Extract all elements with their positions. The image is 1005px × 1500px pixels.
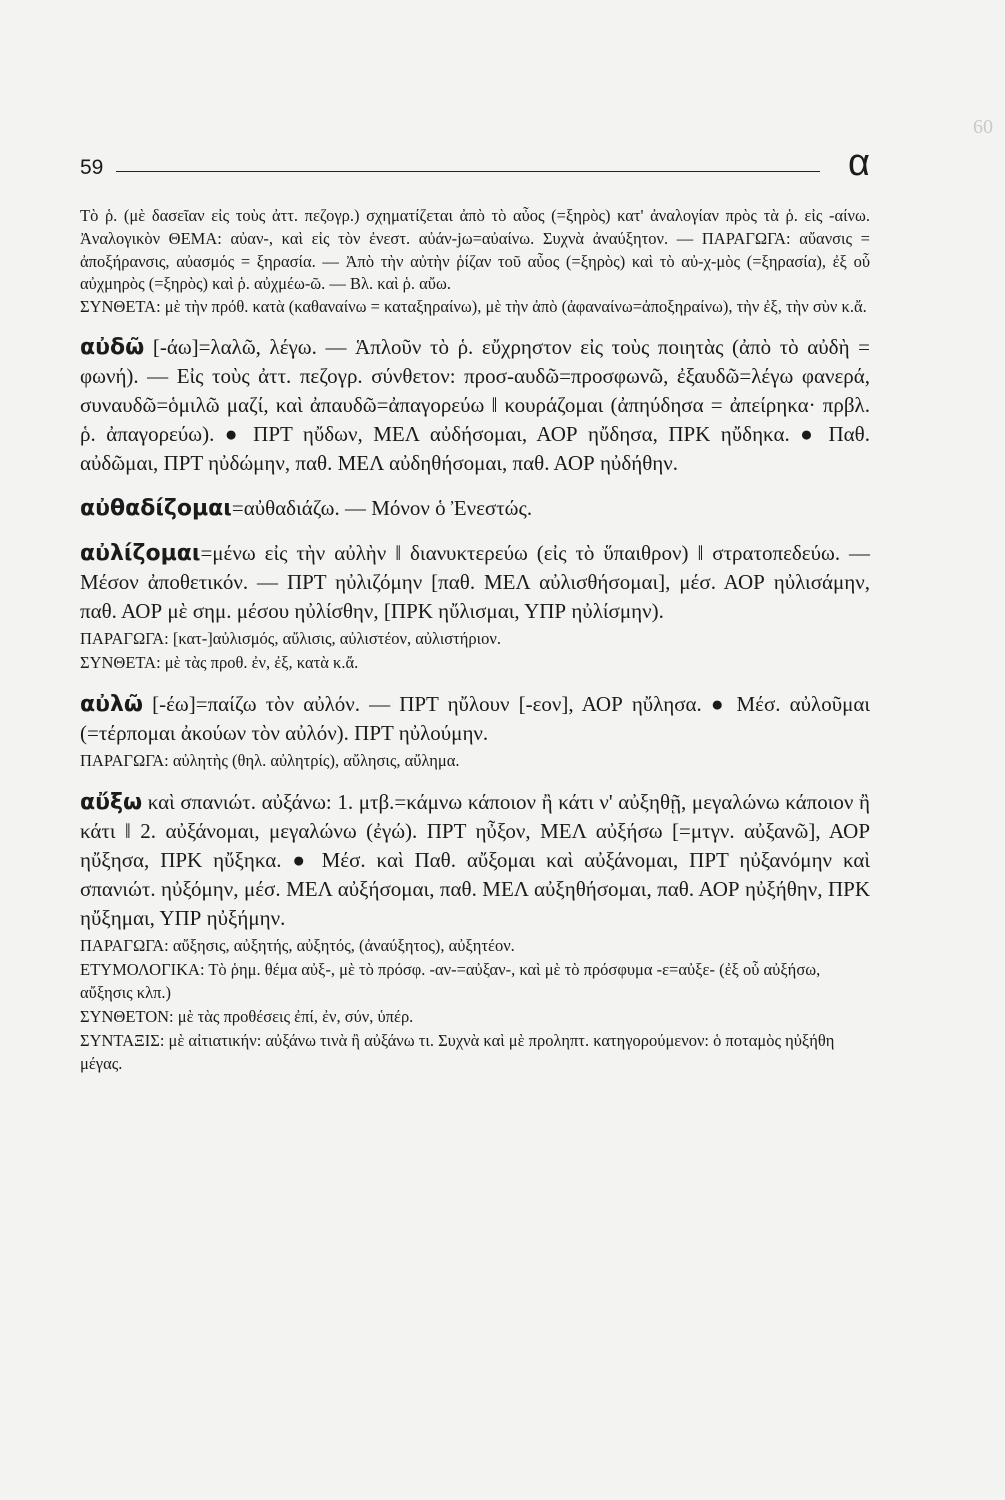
entry-text: καὶ σπανιώτ. αὐξάνω: 1. μτβ.=κάμνω κάποιον ἢ κάτι ν' αὐξηθῇ, μεγαλώνω κάποιον ἢ κάτι ‖ 2. αὐξάνομαι, μεγαλώνω (ἐγώ). ΠΡΤ ηὖξον, ΜΕΛ αὐξήσω [=μτγν. αὐξανῶ], ΑΟΡ ηὔξησα, ΠΡΚ ηὔξηκα. ● Μέσ. καὶ Παθ. αὔξομαι καὶ αὐξάνομαι, ΠΡΤ ηὐξανόμην καὶ σπανιώτ. ηὐξόμην, μέσ. ΜΕΛ αὐξήσομαι, παθ. ΜΕΛ αὐξηθήσομαι, παθ. ΑΟΡ ηὐξήθην, ΠΡΚ ηὔξημαι, ΥΠΡ ηὐξήμην. [80, 789, 871, 930]
header-rule [116, 171, 820, 172]
entry-lemma: αὐλίζομαι [80, 540, 201, 566]
entry-aulizomai [80, 539, 870, 674]
page-header [80, 142, 870, 190]
section-letter: α [848, 142, 870, 184]
page-content [80, 205, 870, 1075]
entry-text: =αὐθαδιάζω. — Μόνον ὁ Ἐνεστώς. [231, 495, 533, 520]
entry-note-paragoga: ΠΑΡΑΓΩΓΑ: [κατ-]αὐλισμός, αὔλισις, αὐλιστέον, αὐλιστήριον. [80, 628, 501, 648]
entry-note-syntheton: ΣΥΝΘΕΤΟΝ: μὲ τὰς προθέσεις ἐπί, ἐν, σύν, ὑπέρ. [80, 1006, 414, 1026]
intro-syntheta: ΣΥΝΘΕΤΑ: μὲ τὴν πρόθ. κατὰ (καθαναίνω = καταξηραίνω), μὲ τὴν ἀπὸ (ἀφαναίνω=ἀποξηραίνω), τὴν ἐξ, τὴν σὺν κ.ἄ. [80, 297, 867, 317]
entry-auxo [80, 788, 870, 1075]
entry-note-syntheta: ΣΥΝΘΕΤΑ: μὲ τὰς προθ. ἐν, ἐξ, κατὰ κ.ἄ. [80, 652, 359, 672]
entry-text: [-έω]=παίζω τὸν αὐλόν. — ΠΡΤ ηὔλουν [-εον], ΑΟΡ ηὔλησα. ● Μέσ. αὐλοῦμαι (=τέρπομαι ἀκούων τὸν αὐλόν). ΠΡΤ ηὐλούμην. [80, 691, 870, 745]
entry-text: =μένω εἰς τὴν αὐλὴν ‖ διανυκτερεύω (εἰς τὸ ὕπαιθρον) ‖ στρατοπεδεύω. — Μέσον ἀποθετικόν. — ΠΡΤ ηὐλιζόμην [παθ. ΜΕΛ αὐλισθήσομαι], μέσ. ΑΟΡ ηὐλισάμην, παθ. ΑΟΡ μὲ σημ. μέσου ηὐλίσθην, [ΠΡΚ ηὔλισμαι, ΥΠΡ ηὐλίσμην). [80, 540, 870, 623]
bleed-through-page-number: 60 [973, 116, 993, 138]
entry-note-syntaxis: ΣΥΝΤΑΞΙΣ: μὲ αἰτιατικήν: αὐξάνω τινὰ ἢ αὐξάνω τι. Συχνὰ καὶ μὲ προληπτ. κατηγορούμενον: ὁ ποταμὸς ηὐξήθη μέγας. [80, 1030, 835, 1073]
page-number: 59 [80, 156, 104, 179]
entry-note-etymologika: ΕΤΥΜΟΛΟΓΙΚΑ: Τὸ ῥημ. θέμα αὐξ-, μὲ τὸ πρόσφ. -αν-=αὐξαν-, καὶ μὲ τὸ πρόσφυμα -ε=αὐξε- (ἐξ οὗ αὐξήσω, αὔξησις κλπ.) [80, 959, 821, 1002]
entry-lemma: αὐλῶ [80, 691, 144, 717]
entry-lemma: αὐδῶ [80, 334, 145, 360]
entry-lemma: αὐθαδίζομαι [80, 495, 232, 521]
entry-text: [-άω]=λαλῶ, λέγω. — Ἁπλοῦν τὸ ῥ. εὔχρηστον εἰς τοὺς ποιητὰς (ἀπὸ τὸ αὐδὴ = φωνή). — Εἰς τοὺς ἀττ. πεζογρ. σύνθετον: προσ-αυδῶ=προσφωνῶ, ἐξαυδῶ=λέγω φανερά, συναυδῶ=ὁμιλῶ μαζί, καὶ ἀπαυδῶ=ἀπαγορεύω ‖ κουράζομαι (ἀπηύδησα = ἀπείρηκα· πρβλ. ῥ. ἀπαγορεύω). ● ΠΡΤ ηὔδων, ΜΕΛ αὐδήσομαι, ΑΟΡ ηὔδησα, ΠΡΚ ηὔδηκα. ● Παθ. αὐδῶμαι, ΠΡΤ ηὐδώμην, παθ. ΜΕΛ αὐδηθήσομαι, παθ. ΑΟΡ ηὐδήθην. [80, 334, 870, 475]
entry-lemma: αὔξω [80, 789, 143, 815]
entry-note-paragoga: ΠΑΡΑΓΩΓΑ: αὔξησις, αὐξητής, αὐξητός, (ἀναύξητος), αὐξητέον. [80, 935, 515, 955]
entry-aulo [80, 690, 870, 772]
entry-audo [80, 333, 870, 478]
intro-paragraph: Τὸ ῥ. (μὲ δασεῖαν εἰς τοὺς ἀττ. πεζογρ.) σχηματίζεται ἀπὸ τὸ αὖος (=ξηρὸς) κατ' ἀναλογίαν πρὸς τὰ ῥ. εἰς -αίνω. Ἀναλογικὸν ΘΕΜΑ: αὐαν-, καὶ εἰς τὸν ἐνεστ. αὐάν-jω=αὐαίνω. Συχνὰ ἀναύξητον. — ΠΑΡΑΓΩΓΑ: αὔανσις = ἀποξήρανσις, αὐασμός = ξηρασία. — Ἀπὸ τὴν αὐτὴν ῥίζαν τοῦ αὖος (=ξηρὸς) καὶ τὸ αὐ-χ-μὸς (=ξηρασία), ἐξ οὗ αὐχμηρὸς (=ξηρὸς) καὶ ῥ. αὐχμέω-ῶ. — Βλ. καὶ ῥ. αὔω. [80, 206, 870, 294]
entry-note-paragoga: ΠΑΡΑΓΩΓΑ: αὐλητὴς (θηλ. αὐλητρίς), αὔλησις, αὔλημα. [80, 750, 460, 770]
entry-authadizomai [80, 494, 870, 523]
